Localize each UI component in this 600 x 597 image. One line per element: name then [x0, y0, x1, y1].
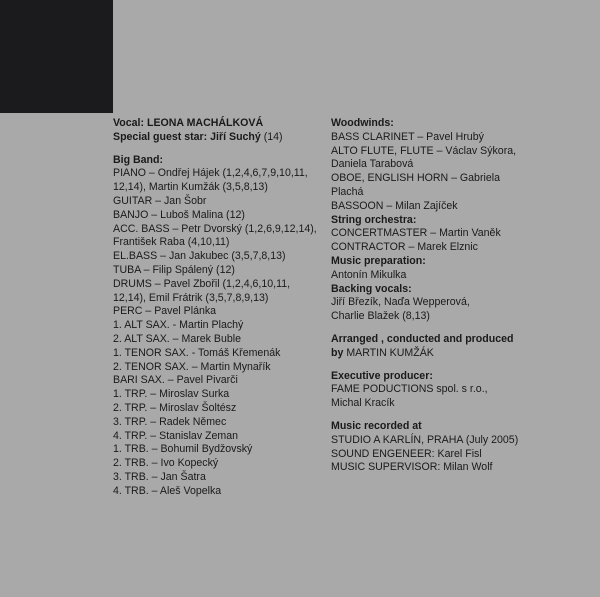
backing-line: Jiří Březík, Naďa Wepperová, — [331, 296, 470, 309]
credit-line: BARI SAX. – Pavel Pivarči — [113, 374, 238, 387]
woodwinds-heading: Woodwinds: — [331, 117, 394, 129]
credit-line: 3. TRP. – Radek Němec — [113, 415, 227, 428]
guest-tracks: (14) — [263, 130, 283, 143]
credit-line: 2. TRB. – Ivo Kopecký — [113, 457, 219, 470]
recorded-heading: Music recorded at — [331, 419, 422, 432]
credit-line: GUITAR – Jan Šobr — [113, 194, 207, 207]
strings-heading: String orchestra: — [331, 213, 417, 226]
credits-right-column — [331, 117, 593, 475]
credit-line: BANJO – Luboš Malina (12) — [113, 208, 245, 221]
credit-line: 1. TRB. – Bohumil Bydžovský — [113, 443, 253, 456]
exec-line: FAME PODUCTIONS spol. s r.o., — [331, 383, 488, 396]
recorded-line: STUDIO A KARLÍN, PRAHA (July 2005) — [331, 433, 519, 446]
guest-label: Special guest star: — [113, 130, 208, 143]
woodwinds-line: Daniela Tarabová — [331, 158, 414, 171]
exec-line: Michal Kracík — [331, 397, 395, 410]
arranged-by-line — [331, 347, 593, 361]
strings-line: CONTRACTOR – Marek Elznic — [331, 241, 478, 254]
credit-line: PIANO – Ondřej Hájek (1,2,4,6,7,9,10,11, — [113, 167, 308, 180]
music-prep-line: Antonín Mikulka — [331, 268, 407, 281]
credit-line: 2. ALT SAX. – Marek Buble — [113, 332, 241, 345]
arranged-by-label: by — [331, 346, 344, 359]
credit-line: 12,14), Martin Kumžák (3,5,8,13) — [113, 181, 268, 194]
recorded-line: MUSIC SUPERVISOR: Milan Wolf — [331, 461, 493, 474]
strings-line: CONCERTMASTER – Martin Vaněk — [331, 227, 501, 240]
credit-line: EL.BASS – Jan Jakubec (3,5,7,8,13) — [113, 250, 286, 263]
vocal-name: LEONA MACHÁLKOVÁ — [146, 117, 264, 129]
credit-line: TUBA – Filip Spálený (12) — [113, 263, 235, 276]
guest-name: Jiří Suchý — [210, 130, 261, 143]
guest-line — [113, 131, 318, 145]
recorded-line: SOUND ENGENEER: Karel Fisl — [331, 447, 482, 460]
woodwinds-line: Plachá — [331, 185, 364, 198]
credit-line: 4. TRB. – Aleš Vopelka — [113, 484, 222, 497]
arranged-line: Arranged , conducted and produced — [331, 332, 514, 345]
credit-line: 4. TRP. – Stanislav Zeman — [113, 429, 239, 442]
exec-heading: Executive producer: — [331, 369, 433, 382]
big-band-heading: Big Band: — [113, 153, 164, 166]
credit-line: ACC. BASS – Petr Dvorský (1,2,6,9,12,14), — [113, 222, 317, 235]
credit-line: 3. TRB. – Jan Šatra — [113, 470, 206, 483]
woodwinds-line: ALTO FLUTE, FLUTE – Václav Sýkora, — [331, 144, 517, 157]
vocal-label: Vocal: — [113, 117, 145, 129]
vocal-line — [113, 117, 318, 131]
credit-line: 2. TENOR SAX. – Martin Mynařík — [113, 360, 271, 373]
woodwinds-line: BASSOON – Milan Zajíček — [331, 199, 458, 212]
credit-line: 1. TRP. – Miroslav Surka — [113, 388, 230, 401]
credit-line: PERC – Pavel Plánka — [113, 305, 217, 318]
arranger-name: MARTIN KUMŽÁK — [346, 346, 434, 359]
woodwinds-line: BASS CLARINET – Pavel Hrubý — [331, 130, 484, 143]
credit-line: 1. ALT SAX. - Martin Plachý — [113, 319, 244, 332]
credit-line: 12,14), Emil Frátrik (3,5,7,8,9,13) — [113, 291, 269, 304]
backing-line: Charlie Blažek (8,13) — [331, 310, 430, 323]
backing-heading: Backing vocals: — [331, 282, 412, 295]
credit-line: 2. TRP. – Miroslav Šoltész — [113, 401, 237, 414]
corner-block — [0, 0, 113, 113]
credit-line: František Raba (4,10,11) — [113, 236, 230, 249]
credit-line: 1. TENOR SAX. - Tomáš Křemenák — [113, 346, 281, 359]
credit-line: DRUMS – Pavel Zbořil (1,2,4,6,10,11, — [113, 277, 291, 290]
credits-left-column — [113, 117, 318, 499]
woodwinds-line: OBOE, ENGLISH HORN – Gabriela — [331, 172, 500, 185]
music-prep-heading: Music preparation: — [331, 254, 426, 267]
